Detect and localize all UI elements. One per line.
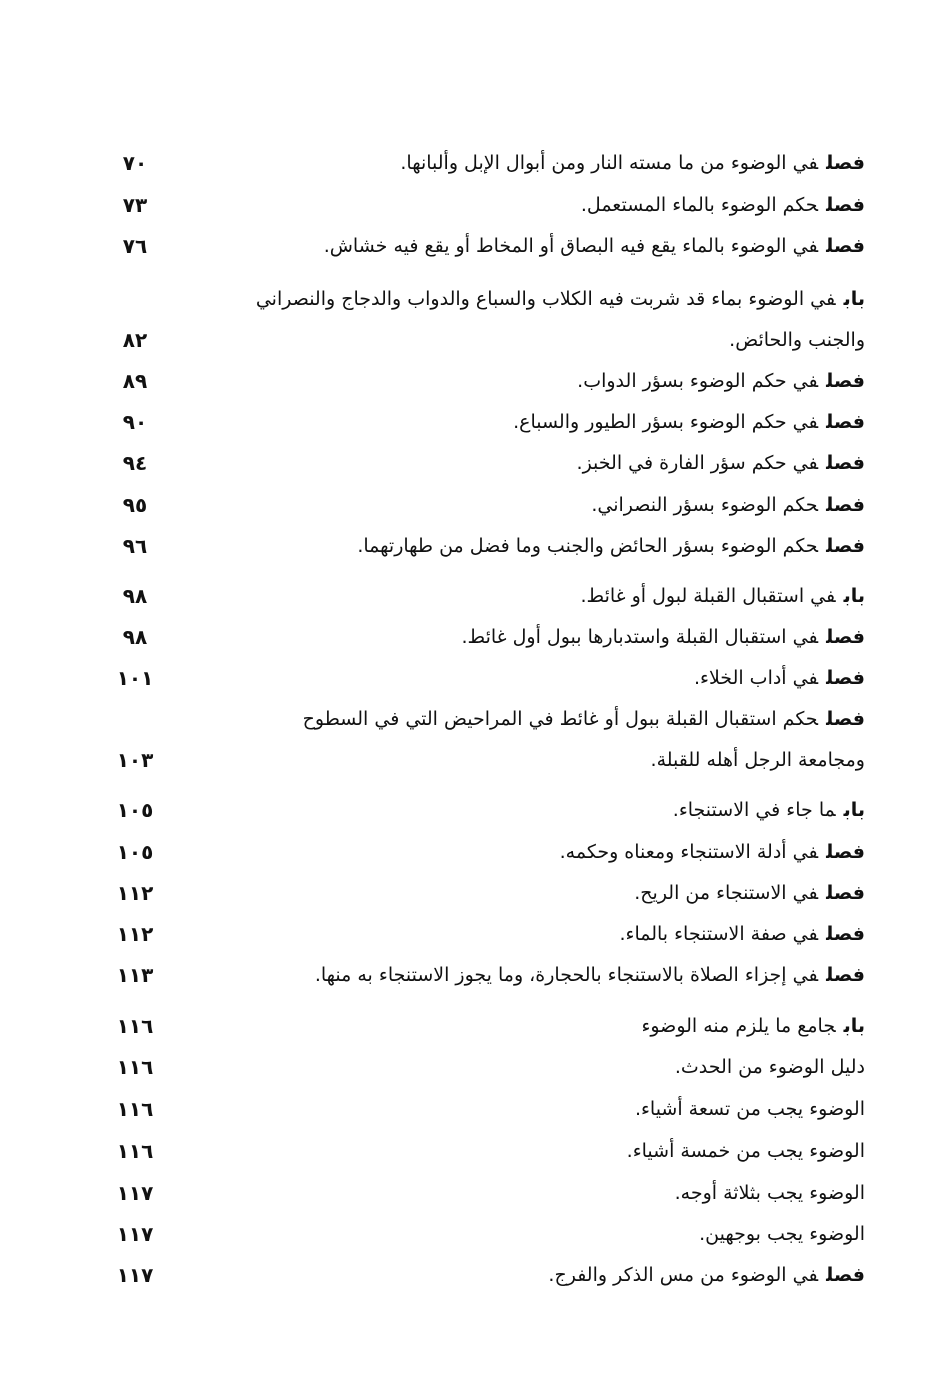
toc-entry-text bbox=[577, 364, 865, 398]
entry-keyword: فصل bbox=[826, 708, 865, 730]
page-number: ١١٣ bbox=[116, 963, 154, 987]
toc-entry-text bbox=[675, 1176, 865, 1210]
toc-entry-text bbox=[675, 1050, 865, 1084]
entry-title: الوضوء يجب من تسعة أشياء. bbox=[634, 1098, 865, 1120]
entry-title: في صفة الاستنجاء بالماء. bbox=[619, 923, 819, 945]
page-number: ٧٣ bbox=[122, 193, 148, 217]
toc-entry bbox=[100, 579, 865, 613]
entry-title: جامع ما يلزم منه الوضوء bbox=[641, 1015, 836, 1037]
entry-title: ما جاء في الاستنجاء. bbox=[672, 799, 836, 821]
entry-title: ومجامعة الرجل أهله للقبلة. bbox=[650, 749, 865, 771]
entry-title: والجنب والحائض. bbox=[729, 329, 865, 351]
page-number: ٩٠ bbox=[122, 410, 148, 434]
page-number: ١١٦ bbox=[116, 1014, 154, 1038]
toc-entry bbox=[100, 229, 865, 263]
toc-entry bbox=[100, 282, 865, 316]
entry-title: في حكم سؤر الفارة في الخبز. bbox=[576, 452, 819, 474]
toc-entry bbox=[100, 1050, 865, 1084]
entry-keyword: فصل bbox=[826, 964, 865, 986]
toc-entry bbox=[100, 405, 865, 439]
entry-title: حكم الوضوء بسؤر الحائض والجنب وما فضل من طهارتهما. bbox=[357, 535, 819, 557]
toc-entry-text bbox=[651, 743, 865, 777]
entry-title: في الوضوء من ما مسته النار ومن أبوال الإبل وألبانها. bbox=[400, 152, 819, 174]
entry-keyword: فصل bbox=[826, 923, 865, 945]
toc-entry-text bbox=[729, 323, 865, 357]
toc-entry bbox=[100, 488, 865, 522]
page-number: ١١٦ bbox=[116, 1055, 154, 1079]
toc-entry bbox=[100, 917, 865, 951]
entry-keyword: فصل bbox=[826, 841, 865, 863]
page-number: ١٠٣ bbox=[116, 748, 154, 772]
toc-entry-text bbox=[324, 229, 865, 263]
toc-entry-text bbox=[581, 579, 866, 613]
page-number: ١٠١ bbox=[116, 666, 154, 690]
toc-entry-text bbox=[303, 702, 865, 736]
entry-title: في استقبال القبلة واستدبارها ببول أول غائط. bbox=[461, 626, 819, 648]
toc-entry-text bbox=[641, 1009, 865, 1043]
toc-entry bbox=[100, 446, 865, 480]
toc-entry bbox=[100, 1258, 865, 1292]
toc-entry-text bbox=[634, 876, 865, 910]
page-number: ١١٢ bbox=[116, 881, 154, 905]
entry-keyword: باب bbox=[843, 1015, 865, 1037]
entry-title: دليل الوضوء من الحدث. bbox=[674, 1056, 865, 1078]
page-number: ٩٦ bbox=[122, 534, 148, 558]
toc-entry bbox=[100, 1134, 865, 1168]
entry-keyword: فصل bbox=[826, 1264, 865, 1286]
page-number: ٧٠ bbox=[122, 151, 148, 175]
entry-keyword: فصل bbox=[826, 535, 865, 557]
toc-entry-text bbox=[560, 835, 865, 869]
entry-title: الوضوء يجب بوجهين. bbox=[699, 1223, 865, 1245]
toc-entry-text bbox=[513, 405, 865, 439]
page-number: ٩٤ bbox=[122, 451, 148, 475]
entry-keyword: فصل bbox=[826, 667, 865, 689]
page-number: ٨٩ bbox=[122, 369, 148, 393]
entry-keyword: فصل bbox=[826, 626, 865, 648]
toc-entry-text bbox=[627, 1134, 865, 1168]
toc-entry-text bbox=[400, 146, 865, 180]
entry-keyword: فصل bbox=[826, 494, 865, 516]
toc-entry bbox=[100, 958, 865, 992]
entry-title: في الوضوء بالماء يقع فيه البصاق أو المخاط أو يقع فيه خشاش. bbox=[323, 235, 819, 257]
page-number: ١١٦ bbox=[116, 1097, 154, 1121]
entry-title: في أداب الخلاء. bbox=[694, 667, 819, 689]
entry-keyword: باب bbox=[843, 585, 865, 607]
entry-title: في إجزاء الصلاة بالاستنجاء بالحجارة، وما يجوز الاستنجاء به منها. bbox=[314, 964, 819, 986]
entry-keyword: باب bbox=[843, 288, 865, 310]
page-number: ١١٦ bbox=[116, 1139, 154, 1163]
toc-entry bbox=[100, 1217, 865, 1251]
page-number: ١١٢ bbox=[116, 922, 154, 946]
toc-entry bbox=[100, 835, 865, 869]
toc-entry bbox=[100, 793, 865, 827]
page-number: ١١٧ bbox=[116, 1181, 154, 1205]
entry-title: في حكم الوضوء بسؤر الدواب. bbox=[577, 370, 819, 392]
entry-title: في الاستنجاء من الريح. bbox=[634, 882, 819, 904]
toc-entry bbox=[100, 702, 865, 736]
page-number: ٨٢ bbox=[122, 328, 148, 352]
toc-entry-text bbox=[591, 488, 865, 522]
toc-entry-text bbox=[577, 446, 865, 480]
entry-title: في حكم الوضوء بسؤر الطيور والسباع. bbox=[513, 411, 819, 433]
entry-title: في الوضوء من مس الذكر والفرج. bbox=[548, 1264, 819, 1286]
entry-title: الوضوء يجب من خمسة أشياء. bbox=[626, 1140, 865, 1162]
entry-keyword: فصل bbox=[826, 882, 865, 904]
entry-keyword: فصل bbox=[826, 152, 865, 174]
toc-entry bbox=[100, 188, 865, 222]
toc-entry-text bbox=[548, 1258, 865, 1292]
entry-keyword: فصل bbox=[826, 370, 865, 392]
entry-title: الوضوء يجب بثلاثة أوجه. bbox=[674, 1182, 865, 1204]
toc-entry bbox=[100, 876, 865, 910]
toc-entry bbox=[100, 1176, 865, 1210]
toc-entry-text bbox=[699, 1217, 865, 1251]
toc-entry bbox=[100, 529, 865, 563]
toc-entry-text bbox=[635, 1092, 865, 1126]
toc-entry bbox=[100, 146, 865, 180]
page-number: ١٠٥ bbox=[116, 798, 154, 822]
entry-title: في استقبال القبلة لبول أو غائط. bbox=[580, 585, 836, 607]
toc-entry-text bbox=[357, 529, 865, 563]
page-number: ٩٨ bbox=[122, 625, 148, 649]
toc-entry bbox=[100, 743, 865, 777]
toc-entry bbox=[100, 620, 865, 654]
toc-entry-text bbox=[581, 188, 865, 222]
page-number: ٩٥ bbox=[122, 493, 148, 517]
entry-keyword: فصل bbox=[826, 452, 865, 474]
toc-entry-text bbox=[619, 917, 865, 951]
page-number: ٧٦ bbox=[122, 234, 148, 258]
entry-keyword: فصل bbox=[826, 235, 865, 257]
entry-title: في الوضوء بماء قد شربت فيه الكلاب والسباع والدواب والدجاج والنصراني bbox=[255, 288, 836, 310]
toc-entry-text bbox=[673, 793, 865, 827]
entry-keyword: باب bbox=[843, 799, 865, 821]
toc-entry-text bbox=[256, 282, 865, 316]
entry-title: حكم استقبال القبلة ببول أو غائط في المراحيض التي في السطوح bbox=[302, 708, 819, 730]
page-number: ١٠٥ bbox=[116, 840, 154, 864]
entry-title: حكم الوضوء بالماء المستعمل. bbox=[580, 194, 819, 216]
page-number: ١١٧ bbox=[116, 1222, 154, 1246]
toc-entry bbox=[100, 364, 865, 398]
page-number: ٩٨ bbox=[122, 584, 148, 608]
toc-entry-text bbox=[315, 958, 865, 992]
page-number: ١١٧ bbox=[116, 1263, 154, 1287]
toc-entry-text bbox=[694, 661, 865, 695]
entry-keyword: فصل bbox=[826, 194, 865, 216]
entry-keyword: فصل bbox=[826, 411, 865, 433]
toc-entry bbox=[100, 323, 865, 357]
entry-title: في أدلة الاستنجاء ومعناه وحكمه. bbox=[559, 841, 819, 863]
toc-entry bbox=[100, 661, 865, 695]
toc-entry-text bbox=[462, 620, 866, 654]
toc-entry bbox=[100, 1009, 865, 1043]
toc-entry bbox=[100, 1092, 865, 1126]
entry-title: حكم الوضوء بسؤر النصراني. bbox=[591, 494, 819, 516]
